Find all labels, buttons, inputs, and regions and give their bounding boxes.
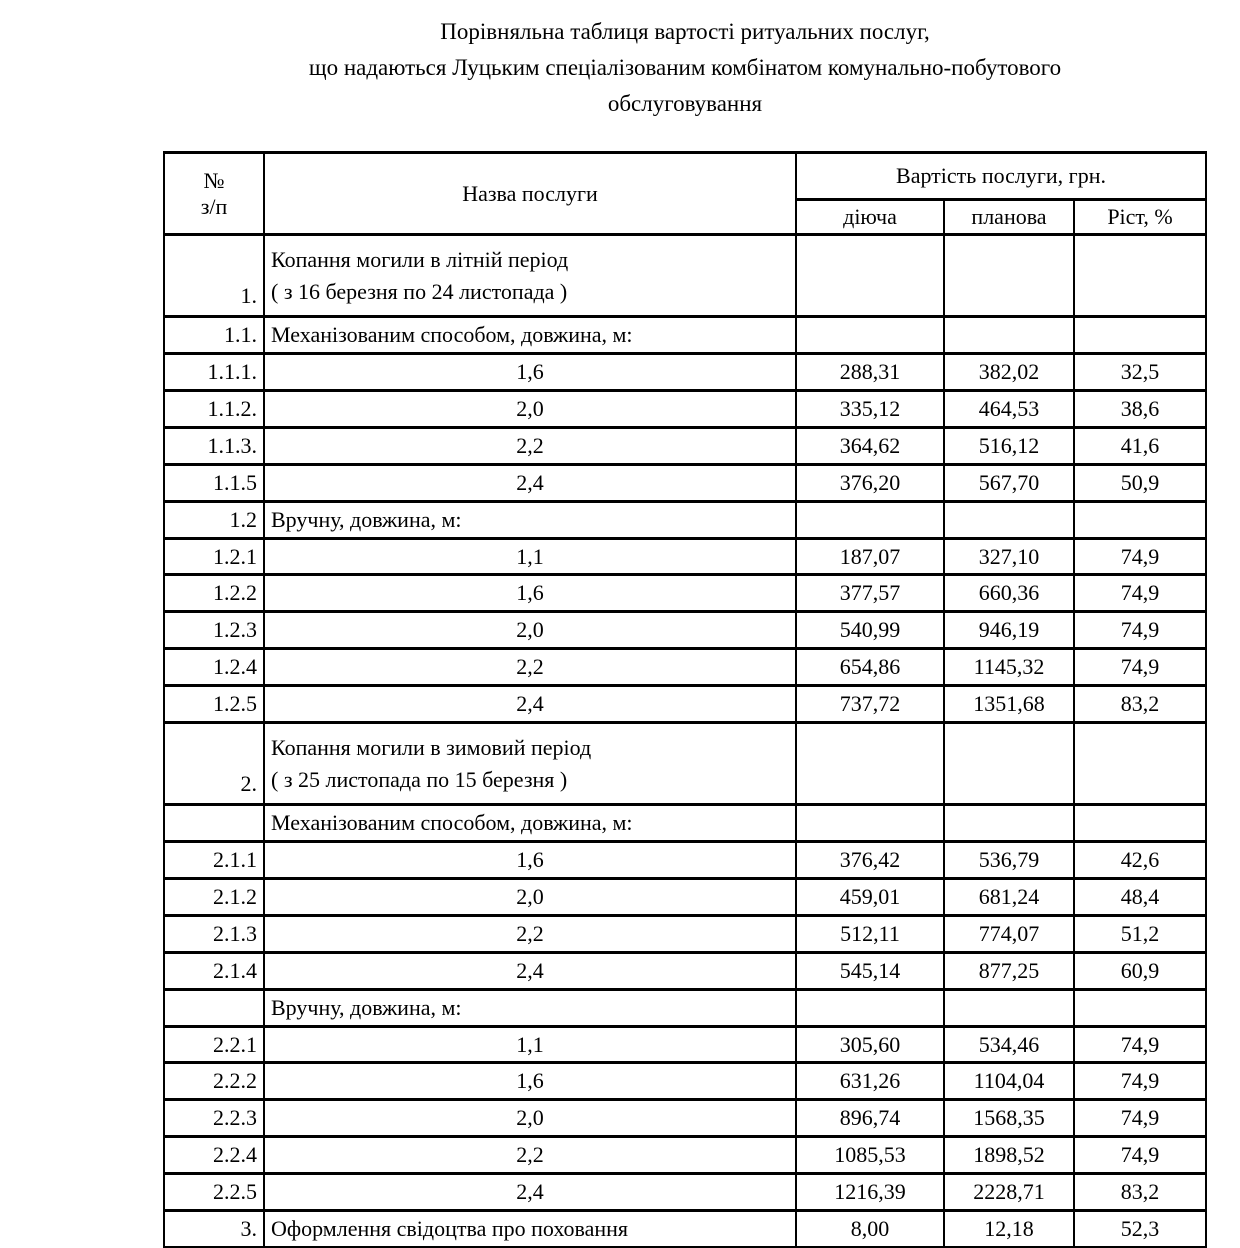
service-name: 2,0 (264, 1100, 796, 1137)
table-row-2-1-2 (164, 878, 1206, 915)
service-name: 2,2 (264, 649, 796, 686)
col-header-current: діюча (796, 200, 944, 235)
price-planned: 1351,68 (944, 686, 1074, 723)
row-number: 1.1.3. (164, 427, 264, 464)
service-name: 2,2 (264, 427, 796, 464)
row-number: 2. (164, 723, 264, 805)
growth-percent: 74,9 (1074, 575, 1206, 612)
growth-percent: 74,9 (1074, 1063, 1206, 1100)
price-current: 512,11 (796, 915, 944, 952)
growth-percent: 74,9 (1074, 612, 1206, 649)
price-current: 377,57 (796, 575, 944, 612)
price-current: 1216,39 (796, 1174, 944, 1211)
service-name (264, 235, 796, 317)
row-number: 2.2.3 (164, 1100, 264, 1137)
price-planned (944, 805, 1074, 842)
price-current: 376,42 (796, 842, 944, 879)
table-body (164, 235, 1206, 1248)
header-row-top (164, 153, 1206, 200)
service-name: 2,2 (264, 1137, 796, 1174)
growth-percent: 41,6 (1074, 427, 1206, 464)
price-planned (944, 989, 1074, 1026)
table-row-2-1-3 (164, 915, 1206, 952)
row-number (164, 805, 264, 842)
growth-percent: 48,4 (1074, 878, 1206, 915)
row-number: 2.1.4 (164, 952, 264, 989)
table-row-2-2-2 (164, 1063, 1206, 1100)
growth-percent (1074, 805, 1206, 842)
price-planned: 774,07 (944, 915, 1074, 952)
table-row-1-2-2 (164, 575, 1206, 612)
price-current: 187,07 (796, 538, 944, 575)
col-header-num-line-1: № (203, 167, 225, 193)
table-row (164, 805, 1206, 842)
price-current (796, 989, 944, 1026)
table-row-1-2-1 (164, 538, 1206, 575)
price-planned: 877,25 (944, 952, 1074, 989)
row-number: 2.1.3 (164, 915, 264, 952)
service-name: 1,6 (264, 354, 796, 391)
price-planned: 327,10 (944, 538, 1074, 575)
table-row-2-1-4 (164, 952, 1206, 989)
table-row-1-1-5 (164, 464, 1206, 501)
service-name: 2,0 (264, 390, 796, 427)
price-planned: 681,24 (944, 878, 1074, 915)
price-current: 459,01 (796, 878, 944, 915)
service-name: Вручну, довжина, м: (264, 501, 796, 538)
price-current (796, 723, 944, 805)
service-name-line-1: Копання могили в зимовий період (271, 734, 592, 760)
price-planned (944, 317, 1074, 354)
table-row-1-2-5 (164, 686, 1206, 723)
price-current: 545,14 (796, 952, 944, 989)
price-planned: 12,18 (944, 1211, 1074, 1248)
growth-percent (1074, 989, 1206, 1026)
price-planned: 660,36 (944, 575, 1074, 612)
row-number: 1.1.2. (164, 390, 264, 427)
growth-percent: 32,5 (1074, 354, 1206, 391)
col-header-planned: планова (944, 200, 1074, 235)
service-name: 2,4 (264, 952, 796, 989)
price-planned: 2228,71 (944, 1174, 1074, 1211)
price-current (796, 317, 944, 354)
row-number: 1.1.1. (164, 354, 264, 391)
table-row-1-1-3 (164, 427, 1206, 464)
col-header-growth: Ріст, % (1074, 200, 1206, 235)
service-name-line-2: ( з 25 листопада по 15 березня ) (271, 766, 568, 792)
service-name: 1,6 (264, 842, 796, 879)
price-current (796, 501, 944, 538)
price-current (796, 805, 944, 842)
service-name: Оформлення свідоцтва про поховання (264, 1211, 796, 1248)
row-number: 2.1.2 (164, 878, 264, 915)
service-name: 2,0 (264, 612, 796, 649)
growth-percent (1074, 317, 1206, 354)
page-title-line-3: обслуговування (607, 91, 763, 116)
service-name: 2,0 (264, 878, 796, 915)
row-number: 1.2.1 (164, 538, 264, 575)
table-header (164, 153, 1206, 235)
service-name: Механізованим способом, довжина, м: (264, 805, 796, 842)
price-planned (944, 723, 1074, 805)
row-number: 2.2.2 (164, 1063, 264, 1100)
price-current: 8,00 (796, 1211, 944, 1248)
table-row-1-1-1 (164, 354, 1206, 391)
table-row-2-2-3 (164, 1100, 1206, 1137)
price-current: 335,12 (796, 390, 944, 427)
row-number: 1.2.2 (164, 575, 264, 612)
price-current: 364,62 (796, 427, 944, 464)
price-current: 1085,53 (796, 1137, 944, 1174)
page-title (163, 14, 1207, 122)
table-row-1-1-2 (164, 390, 1206, 427)
price-planned: 464,53 (944, 390, 1074, 427)
growth-percent: 74,9 (1074, 649, 1206, 686)
growth-percent: 52,3 (1074, 1211, 1206, 1248)
price-planned: 1568,35 (944, 1100, 1074, 1137)
service-name (264, 723, 796, 805)
growth-percent: 74,9 (1074, 538, 1206, 575)
price-current: 376,20 (796, 464, 944, 501)
price-planned: 382,02 (944, 354, 1074, 391)
price-comparison-table (163, 151, 1207, 1248)
growth-percent: 38,6 (1074, 390, 1206, 427)
row-number: 1. (164, 235, 264, 317)
price-current: 896,74 (796, 1100, 944, 1137)
row-number: 3. (164, 1211, 264, 1248)
growth-percent: 51,2 (1074, 915, 1206, 952)
row-number: 1.2.5 (164, 686, 264, 723)
price-planned: 534,46 (944, 1026, 1074, 1063)
growth-percent: 60,9 (1074, 952, 1206, 989)
price-current: 288,31 (796, 354, 944, 391)
table-row-2-1-1 (164, 842, 1206, 879)
table-row-1-2-4 (164, 649, 1206, 686)
service-name: 2,2 (264, 915, 796, 952)
row-number: 1.2 (164, 501, 264, 538)
row-number: 1.2.4 (164, 649, 264, 686)
price-current: 540,99 (796, 612, 944, 649)
price-planned: 1104,04 (944, 1063, 1074, 1100)
service-name: 1,6 (264, 1063, 796, 1100)
table-row-2-2-5 (164, 1174, 1206, 1211)
growth-percent: 50,9 (1074, 464, 1206, 501)
row-number: 2.2.5 (164, 1174, 264, 1211)
service-name: Механізованим способом, довжина, м: (264, 317, 796, 354)
growth-percent: 42,6 (1074, 842, 1206, 879)
col-header-num (164, 153, 264, 235)
row-number: 1.1.5 (164, 464, 264, 501)
table-row-2-2-1 (164, 1026, 1206, 1063)
service-name-line-2: ( з 16 березня по 24 листопада ) (271, 278, 568, 304)
price-current (796, 235, 944, 317)
table-row-1-1 (164, 317, 1206, 354)
price-current: 631,26 (796, 1063, 944, 1100)
price-current: 305,60 (796, 1026, 944, 1063)
col-header-cost-group: Вартість послуги, грн. (796, 153, 1206, 200)
price-planned: 946,19 (944, 612, 1074, 649)
col-header-service: Назва послуги (264, 153, 796, 235)
price-planned: 516,12 (944, 427, 1074, 464)
price-current: 737,72 (796, 686, 944, 723)
table-row-1 (164, 235, 1206, 317)
growth-percent: 74,9 (1074, 1100, 1206, 1137)
col-header-num-line-2: з/п (200, 193, 228, 219)
price-planned (944, 501, 1074, 538)
page-title-line-1: Порівняльна таблиця вартості ритуальних послуг, (440, 19, 930, 44)
table-row-2-2-4 (164, 1137, 1206, 1174)
growth-percent: 74,9 (1074, 1137, 1206, 1174)
table-row (164, 989, 1206, 1026)
growth-percent: 74,9 (1074, 1026, 1206, 1063)
service-name: 2,4 (264, 464, 796, 501)
service-name: 2,4 (264, 1174, 796, 1211)
page-title-line-2: що надаються Луцьким спеціалізованим комбінатом комунально-побутового (308, 55, 1062, 80)
row-number: 2.2.4 (164, 1137, 264, 1174)
row-number: 1.1. (164, 317, 264, 354)
price-planned: 1898,52 (944, 1137, 1074, 1174)
service-name-line-1: Копання могили в літній період (271, 246, 569, 272)
row-number (164, 989, 264, 1026)
growth-percent (1074, 501, 1206, 538)
price-current: 654,86 (796, 649, 944, 686)
service-name: 1,6 (264, 575, 796, 612)
growth-percent (1074, 723, 1206, 805)
growth-percent: 83,2 (1074, 686, 1206, 723)
service-name: 1,1 (264, 538, 796, 575)
table-row-2 (164, 723, 1206, 805)
price-planned: 536,79 (944, 842, 1074, 879)
table-row-1-2-3 (164, 612, 1206, 649)
row-number: 2.1.1 (164, 842, 264, 879)
service-name: Вручну, довжина, м: (264, 989, 796, 1026)
growth-percent (1074, 235, 1206, 317)
table-row-3 (164, 1211, 1206, 1248)
price-planned (944, 235, 1074, 317)
growth-percent: 83,2 (1074, 1174, 1206, 1211)
service-name: 1,1 (264, 1026, 796, 1063)
service-name: 2,4 (264, 686, 796, 723)
row-number: 1.2.3 (164, 612, 264, 649)
price-planned: 1145,32 (944, 649, 1074, 686)
table-row-1-2 (164, 501, 1206, 538)
price-planned: 567,70 (944, 464, 1074, 501)
row-number: 2.2.1 (164, 1026, 264, 1063)
